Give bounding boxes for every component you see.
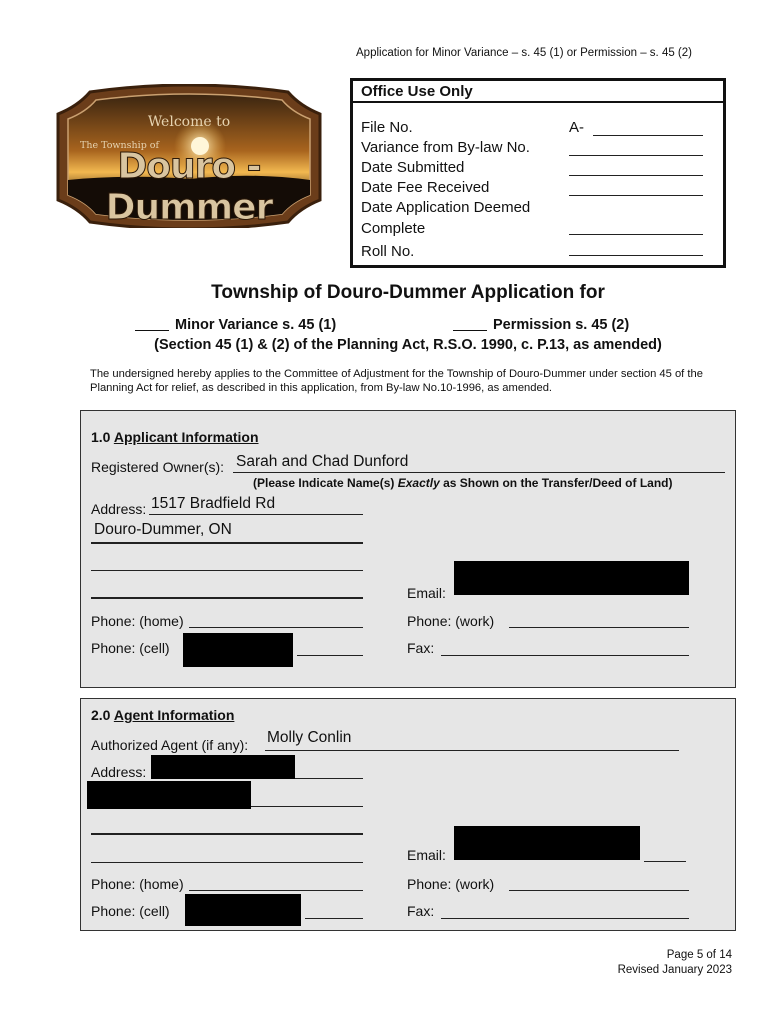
address-line2 <box>91 542 363 544</box>
address-line1 <box>149 514 363 515</box>
section2-heading <box>91 707 234 723</box>
office-date-fee-line[interactable] <box>569 195 703 196</box>
logo-welcome: Welcome to <box>147 114 231 130</box>
agent-address-line3[interactable] <box>91 833 363 835</box>
agent-information-section <box>80 698 736 931</box>
email-label: Email: <box>407 585 446 601</box>
phone-home-label: Phone: (home) <box>91 613 184 629</box>
agent-email-line[interactable] <box>644 861 686 862</box>
phone-cell-redaction <box>183 633 293 667</box>
office-date-submitted-label: Date Submitted <box>361 159 465 176</box>
minor-variance-blank[interactable] <box>135 330 169 331</box>
township-logo <box>50 84 328 228</box>
phone-cell-label: Phone: (cell) <box>91 640 170 656</box>
applicant-information-section <box>80 410 736 688</box>
office-variance-line[interactable] <box>569 155 703 156</box>
section1-num: 1.0 <box>91 429 111 445</box>
agent-address-line4[interactable] <box>91 862 363 863</box>
section1-heading <box>91 429 259 445</box>
office-file-no-line[interactable] <box>593 135 703 136</box>
agent-phone-home-label: Phone: (home) <box>91 876 184 892</box>
agent-address-label: Address: <box>91 764 147 780</box>
office-date-submitted-line[interactable] <box>569 175 703 176</box>
page-title: Township of Douro-Dummer Application for <box>211 282 605 303</box>
office-date-deemed-label: Date Application Deemed <box>361 199 531 216</box>
owner-name-note: (Please Indicate Name(s) Exactly as Shown on the Transfer/Deed of Land) <box>253 476 673 490</box>
agent-phone-cell-label: Phone: (cell) <box>91 903 170 919</box>
office-file-no-prefix: A- <box>569 119 584 136</box>
office-use-title: Office Use Only <box>353 81 723 103</box>
authorized-agent-label: Authorized Agent (if any): <box>91 737 249 753</box>
phone-home-line[interactable] <box>189 627 363 628</box>
agent-fax-line[interactable] <box>441 918 689 919</box>
agent-email-redaction <box>454 826 640 860</box>
section2-num: 2.0 <box>91 707 111 723</box>
agent-phone-home-line[interactable] <box>189 890 363 891</box>
address-line4[interactable] <box>91 597 363 599</box>
agent-address-redaction-1 <box>151 755 295 779</box>
office-variance-label: Variance from By-law No. <box>361 139 530 156</box>
section1-title: Applicant Information <box>113 429 259 445</box>
revised-date: Revised January 2023 <box>617 964 732 976</box>
option-minor-variance[interactable] <box>135 317 336 333</box>
office-roll-no-label: Roll No. <box>361 243 415 260</box>
logo-township-of: The Township of <box>80 140 160 151</box>
phone-work-label: Phone: (work) <box>407 613 495 629</box>
agent-address-redaction-2 <box>87 781 251 809</box>
authorized-agent-line <box>265 750 679 751</box>
permission-blank[interactable] <box>453 330 487 331</box>
intro-text: The undersigned hereby applies to the Committee of Adjustment for the Township of Douro-Dummer under section 45 of the Planning Act for relief, as described in this application, from By-law No.10-1996, as amended. <box>90 368 703 394</box>
fax-line[interactable] <box>441 655 689 656</box>
agent-phone-work-line[interactable] <box>509 890 689 891</box>
registered-owner-value[interactable]: Sarah and Chad Dunford <box>236 453 409 470</box>
office-date-fee-label: Date Fee Received <box>361 179 490 196</box>
phone-cell-line[interactable] <box>297 655 363 656</box>
address-line3[interactable] <box>91 570 363 571</box>
registered-owner-label: Registered Owner(s): <box>91 459 225 475</box>
agent-address-line2[interactable] <box>251 806 363 807</box>
phone-work-line[interactable] <box>509 627 689 628</box>
fax-label: Fax: <box>407 640 435 656</box>
registered-owner-line <box>233 472 725 473</box>
address-label: Address: <box>91 501 147 517</box>
address-line1-value[interactable]: 1517 Bradfield Rd <box>151 495 276 512</box>
office-roll-no-line[interactable] <box>569 255 703 256</box>
office-file-no-label: File No. <box>361 119 413 136</box>
page-footer <box>618 948 732 978</box>
option-minor-variance-label: Minor Variance s. 45 (1) <box>175 317 337 333</box>
agent-address-line1[interactable] <box>295 778 363 779</box>
option-permission-label: Permission s. 45 (2) <box>493 317 630 333</box>
office-complete-label: Complete <box>361 220 426 237</box>
section2-title: Agent Information <box>113 707 235 723</box>
agent-phone-cell-redaction <box>185 894 301 926</box>
page-subtitle: (Section 45 (1) & (2) of the Planning Act, R.S.O. 1990, c. P.13, as amended) <box>154 337 662 353</box>
address-line2-value[interactable]: Douro-Dummer, ON <box>94 521 232 538</box>
page-number: Page 5 of 14 <box>666 949 732 961</box>
office-complete-line[interactable] <box>569 234 703 235</box>
agent-phone-cell-line[interactable] <box>305 918 363 919</box>
header-note: Application for Minor Variance – s. 45 (1) or Permission – s. 45 (2) <box>356 47 692 59</box>
agent-email-label: Email: <box>407 847 446 863</box>
agent-fax-label: Fax: <box>407 903 435 919</box>
office-use-box <box>350 78 726 268</box>
email-redaction <box>454 561 689 595</box>
agent-phone-work-label: Phone: (work) <box>407 876 495 892</box>
authorized-agent-value[interactable]: Molly Conlin <box>267 729 352 746</box>
option-permission[interactable] <box>453 317 629 333</box>
logo-township-name: Douro - Dummer <box>105 146 273 228</box>
